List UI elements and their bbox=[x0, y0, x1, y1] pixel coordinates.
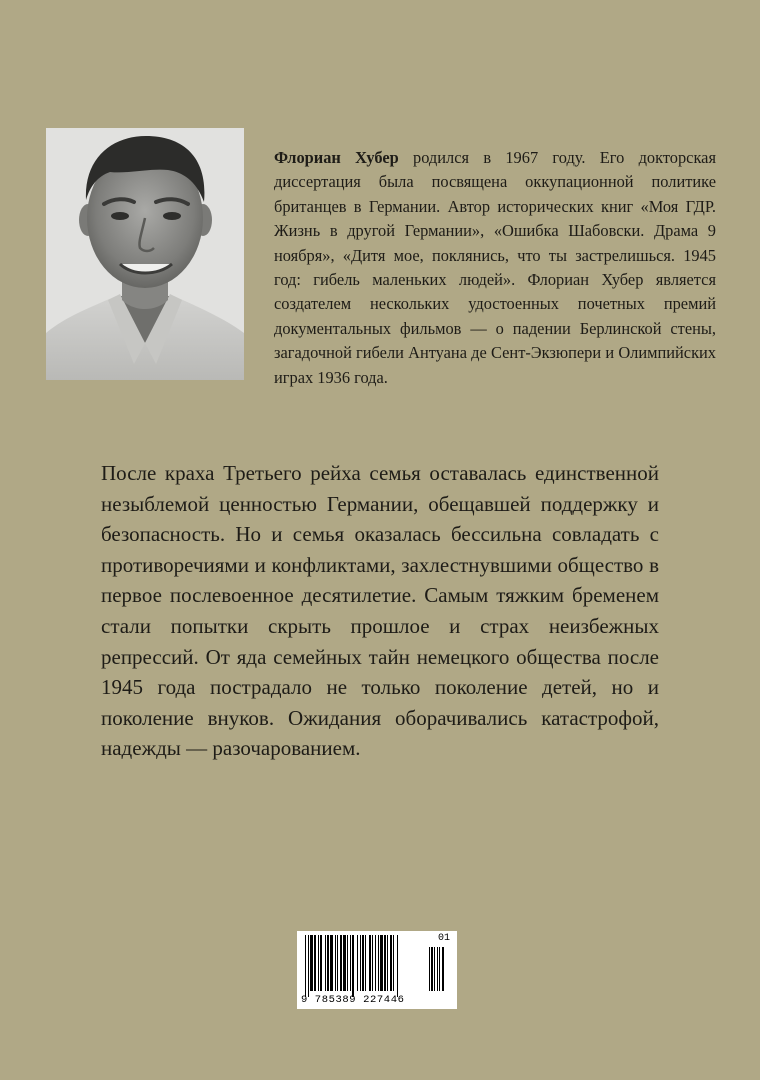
barcode-bar bbox=[372, 935, 373, 991]
barcode-addon-digits: 01 bbox=[437, 933, 450, 944]
barcode-bar bbox=[310, 935, 313, 991]
barcode-bar bbox=[360, 935, 361, 991]
barcode-bar bbox=[350, 935, 351, 991]
barcode-bar bbox=[318, 935, 319, 991]
barcode-bar bbox=[314, 935, 316, 991]
barcode-bar bbox=[335, 935, 336, 991]
barcode-addon-bar bbox=[437, 947, 438, 991]
author-bio-text: родился в 1967 году. Его докторская диссертация была посвящена оккупационной политике британцев в Германии. Автор исторических книг «Моя ГДР. Жизнь в другой Германии», «Ошибка Шабовски. Драма 9 ноября», «Дитя мое, поклянись, что ты застрелишься. 1945 год: гибель маленьких людей». Флориан Хубер является создателем нескольких удостоенных почетных премий документальных фильмов — о падении Берлинской стены, загадочной гибели Антуана де Сент-Экзюпери и Олимпийских играх 1936 года. bbox=[274, 148, 716, 387]
barcode-digits: 9 785389 227446 bbox=[301, 994, 405, 1006]
barcode-bar bbox=[380, 935, 383, 991]
barcode-bar bbox=[352, 935, 354, 997]
barcode-bar bbox=[393, 935, 394, 991]
barcode-bar bbox=[390, 935, 392, 991]
barcode-bar bbox=[378, 935, 379, 991]
barcode-addon-bar bbox=[442, 947, 444, 991]
barcode-addon-bar bbox=[431, 947, 433, 991]
barcode-addon-bar bbox=[439, 947, 440, 991]
barcode-bar bbox=[375, 935, 376, 991]
barcode-bar bbox=[357, 935, 358, 991]
author-name: Флориан Хубер bbox=[274, 148, 399, 167]
author-photo bbox=[46, 128, 244, 380]
barcode-bar bbox=[325, 935, 326, 991]
author-portrait-image bbox=[46, 128, 244, 380]
barcode-bar bbox=[387, 935, 388, 991]
barcode-bar bbox=[308, 935, 309, 997]
barcode-bar bbox=[384, 935, 386, 991]
barcode-bar bbox=[397, 935, 398, 997]
barcode-bar bbox=[362, 935, 364, 991]
barcode-bar bbox=[320, 935, 322, 991]
barcode-bar bbox=[305, 935, 306, 997]
barcode-bar bbox=[365, 935, 366, 991]
isbn-barcode bbox=[297, 931, 457, 1009]
barcode-bar bbox=[369, 935, 371, 991]
barcode-bar bbox=[330, 935, 333, 991]
barcode-bar bbox=[337, 935, 338, 991]
barcode-addon-bar bbox=[429, 947, 430, 991]
book-blurb: После краха Третьего рейха семья оставалась единственной незыблемой ценностью Германии, обещавшей поддержку и безопасность. Но и семья оказалась бессильна совладать с противоречиями и конфликтами, захлестнувшими общество в первое послевоенное десятилетие. Самым тяжким бременем стали попытки скрыть прошлое и страх неизбежных репрессий. От яда семейных тайн немецкого общества после 1945 года пострадало не только поколение детей, но и поколение внуков. Ожидания оборачивались катастрофой, надежды — разочарованием. bbox=[101, 461, 659, 761]
author-bio bbox=[274, 146, 716, 390]
barcode-bar bbox=[340, 935, 342, 991]
barcode-bar bbox=[327, 935, 329, 991]
barcode-addon-bar bbox=[434, 947, 435, 991]
barcode-bar bbox=[347, 935, 348, 991]
barcode-bar bbox=[343, 935, 346, 991]
